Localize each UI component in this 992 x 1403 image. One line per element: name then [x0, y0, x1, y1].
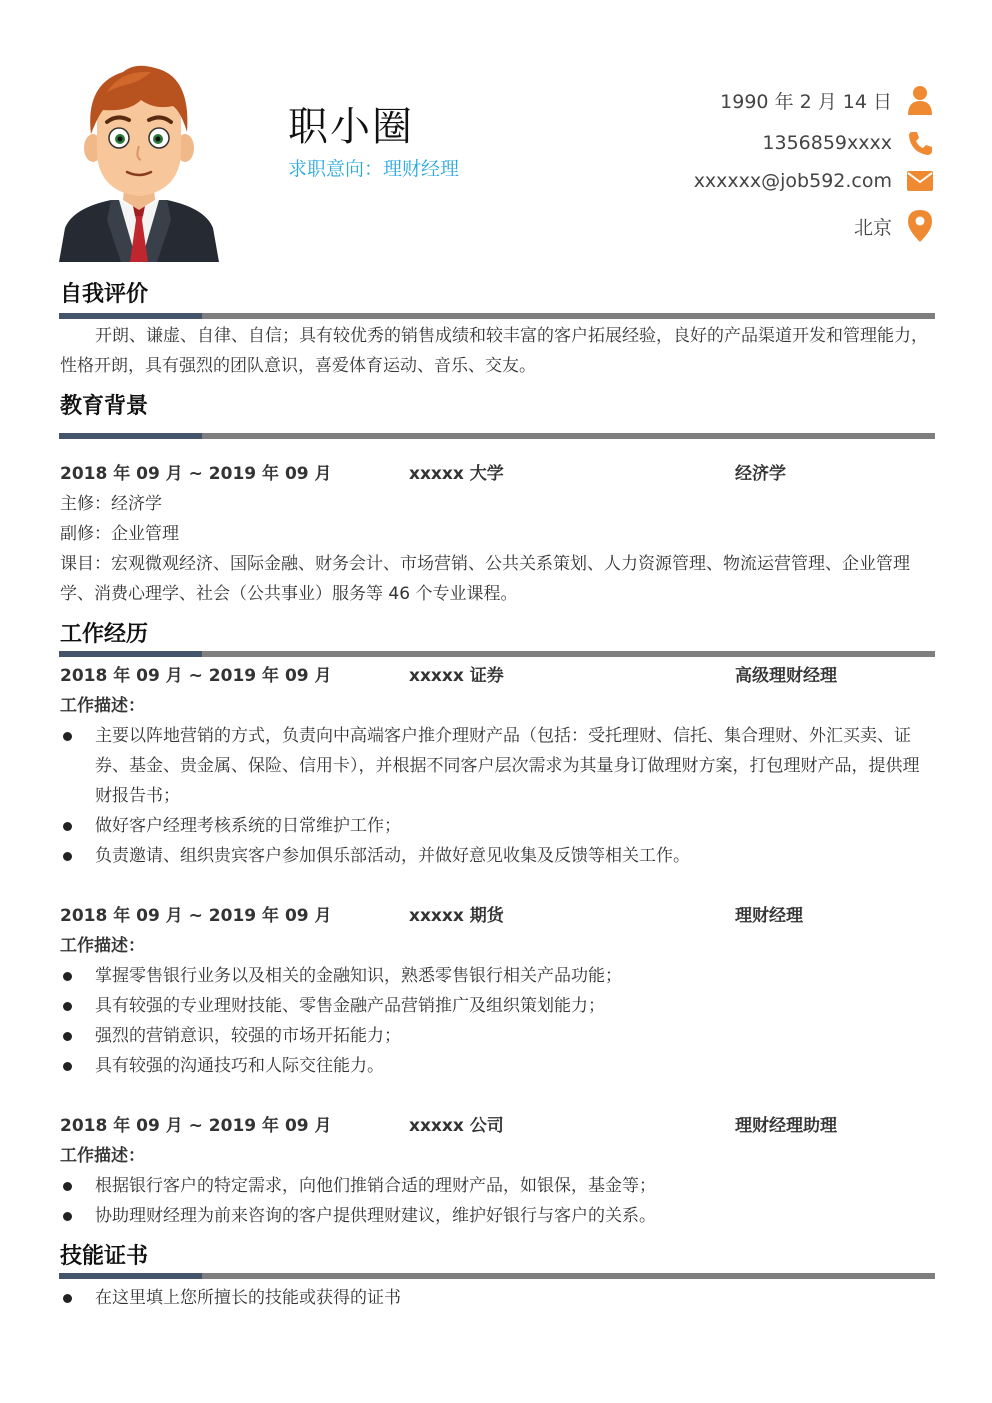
job-role: 理财经理 — [735, 906, 803, 926]
bullet-icon — [63, 1182, 72, 1191]
bullet-icon — [63, 972, 72, 981]
section-divider — [59, 651, 935, 657]
job-description-list — [60, 1171, 936, 1231]
phone-text: 1356859xxxx — [762, 132, 892, 154]
section-title-education: 教育背景 — [60, 394, 149, 419]
contact-location — [854, 208, 934, 244]
mail-icon — [906, 167, 934, 195]
job-intent: 求职意向：理财经理 — [288, 158, 460, 180]
job-entry-header — [60, 901, 936, 931]
candidate-name: 职小圈 — [288, 104, 414, 150]
section-divider — [59, 433, 935, 439]
bullet-icon — [63, 1212, 72, 1221]
section-divider — [59, 313, 935, 319]
job-description-list — [60, 961, 936, 1081]
job-entry-header — [60, 661, 936, 691]
list-item: 主要以阵地营销的方式，负责向中高端客户推介理财产品（包括：受托理财、信托、集合理财、外汇买卖、证券、基金、贵金属、保险、信用卡），并根据不同客户层次需求为其量身订做理财方案，打包理财产品，提供理财报告书； — [60, 721, 936, 811]
list-item: 具有较强的沟通技巧和人际交往能力。 — [60, 1051, 936, 1081]
job-date: 2018 年 09 月 ~ 2019 年 09 月 — [60, 906, 332, 926]
person-icon — [906, 86, 934, 114]
bullet-icon — [63, 1032, 72, 1041]
list-item: 在这里填上您所擅长的技能或获得的证书 — [60, 1283, 936, 1313]
list-item: 强烈的营销意识，较强的市场开拓能力； — [60, 1021, 936, 1051]
job-description-label: 工作描述： — [60, 696, 145, 716]
contact-email — [694, 163, 934, 199]
job-company: xxxxx 公司 — [409, 1116, 504, 1136]
education-major-line: 主修：经济学 — [60, 494, 162, 514]
location-pin-icon — [906, 212, 934, 240]
bullet-icon — [63, 1002, 72, 1011]
education-courses: 课目：宏观微观经济、国际金融、财务会计、市场营销、公共关系策划、人力资源管理、物流运营管理、企业管理学、消费心理学、社会（公共事业）服务等 46 个专业课程。 — [60, 554, 910, 604]
list-item: 具有较强的专业理财技能、零售金融产品营销推广及组织策划能力； — [60, 991, 936, 1021]
skills-list — [60, 1283, 936, 1313]
job-date: 2018 年 09 月 ~ 2019 年 09 月 — [60, 666, 332, 686]
birthdate-text: 1990 年 2 月 14 日 — [720, 90, 892, 113]
section-divider — [59, 1273, 935, 1279]
education-entry-header — [60, 459, 936, 489]
businessman-avatar-icon — [59, 60, 219, 262]
education-major: 经济学 — [735, 464, 786, 484]
education-minor-line: 副修：企业管理 — [60, 524, 179, 544]
section-title-self-evaluation: 自我评价 — [60, 282, 149, 307]
job-date: 2018 年 09 月 ~ 2019 年 09 月 — [60, 1116, 332, 1136]
phone-icon — [906, 129, 934, 157]
bullet-icon — [63, 732, 72, 741]
job-entry-header — [60, 1111, 936, 1141]
job-description-label: 工作描述： — [60, 936, 145, 956]
list-item: 掌握零售银行业务以及相关的金融知识，熟悉零售银行相关产品功能； — [60, 961, 936, 991]
bullet-icon — [63, 1294, 72, 1303]
contact-phone — [762, 125, 934, 161]
job-company: xxxxx 证券 — [409, 666, 504, 686]
email-text: xxxxxx@job592.com — [693, 170, 892, 192]
bullet-icon — [63, 1062, 72, 1071]
job-role: 高级理财经理 — [735, 666, 837, 686]
avatar — [59, 60, 219, 262]
location-text: 北京 — [853, 216, 892, 239]
list-item: 协助理财经理为前来咨询的客户提供理财建议，维护好银行与客户的关系。 — [60, 1201, 936, 1231]
job-description-label: 工作描述： — [60, 1146, 145, 1166]
section-title-skills: 技能证书 — [60, 1244, 149, 1269]
list-item: 根据银行客户的特定需求，向他们推销合适的理财产品，如银保，基金等； — [60, 1171, 936, 1201]
list-item: 做好客户经理考核系统的日常维护工作； — [60, 811, 936, 841]
section-title-work: 工作经历 — [60, 622, 149, 647]
list-item: 负责邀请、组织贵宾客户参加俱乐部活动，并做好意见收集及反馈等相关工作。 — [60, 841, 936, 871]
education-school: xxxxx 大学 — [409, 464, 504, 484]
job-role: 理财经理助理 — [735, 1116, 837, 1136]
bullet-icon — [63, 852, 72, 861]
job-company: xxxxx 期货 — [409, 906, 504, 926]
contact-birthdate — [720, 82, 934, 118]
bullet-icon — [63, 822, 72, 831]
education-date: 2018 年 09 月 ~ 2019 年 09 月 — [60, 464, 332, 484]
self-evaluation-text: 开朗、谦虚、自律、自信；具有较优秀的销售成绩和较丰富的客户拓展经验，良好的产品渠道开发和管理能力，性格开朗，具有强烈的团队意识，喜爱体育运动、音乐、交友。 — [60, 326, 928, 376]
job-description-list — [60, 721, 936, 871]
